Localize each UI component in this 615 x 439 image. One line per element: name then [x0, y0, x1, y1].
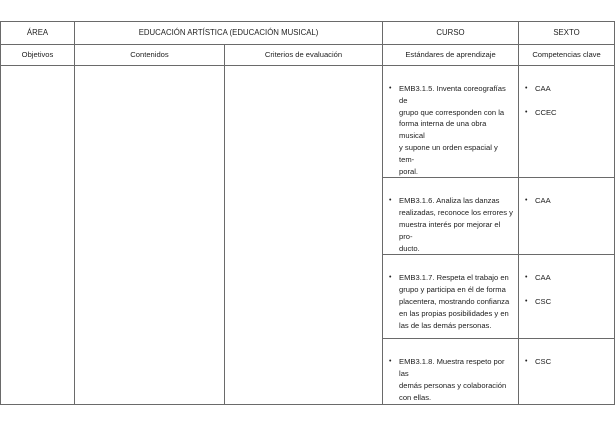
bullet-icon: • — [525, 298, 528, 306]
standard-cell — [383, 339, 519, 404]
bullet-icon: • — [525, 197, 528, 205]
table-row — [1, 66, 615, 178]
list-item: • CSC — [525, 296, 612, 320]
contenidos-cell — [75, 66, 225, 405]
objetivos-cell — [1, 66, 75, 405]
col-estandares: Estándares de aprendizaje — [383, 45, 519, 66]
header-row — [1, 22, 615, 45]
competencias-cell — [519, 255, 615, 339]
competencias-cell — [519, 178, 615, 255]
area-value: EDUCACIÓN ARTÍSTICA (EDUCACIÓN MUSICAL) — [75, 22, 383, 45]
standard-text: EMB3.1.5. Inventa coreografías de grupo que corresponden con la forma interna de una obra musical y supone un orden espacial y tem- poral. — [399, 84, 506, 176]
list-item: • CAA — [525, 83, 612, 107]
bullet-icon: • — [389, 85, 392, 92]
standard-text: EMB3.1.8. Muestra respeto por las demás personas y colaboración con ellas. — [399, 357, 507, 402]
standard-text: EMB3.1.7. Respeta el trabajo en grupo y participa en él de forma placentera, mostrando confianza en las propias posibilidades y en las de las demás personas. — [399, 273, 510, 330]
curso-label: CURSO — [383, 22, 519, 45]
column-header-row — [1, 45, 615, 66]
standard-cell — [383, 66, 519, 178]
bullet-icon: • — [525, 85, 528, 92]
list-item: • CSC — [525, 356, 612, 380]
competencias-cell — [519, 339, 615, 404]
bullet-icon: • — [525, 274, 528, 282]
list-item: • CCEC — [525, 107, 612, 131]
standard-cell — [383, 178, 519, 255]
bullet-icon: • — [389, 358, 392, 366]
col-contenidos: Contenidos — [75, 45, 225, 66]
bullet-icon: • — [525, 109, 528, 116]
curso-value: SEXTO — [519, 22, 615, 45]
bullet-icon: • — [525, 358, 528, 366]
col-criterios: Criterios de evaluación — [225, 45, 383, 66]
curriculum-table — [0, 21, 615, 405]
criterios-cell — [225, 66, 383, 405]
bullet-icon: • — [389, 197, 392, 205]
bullet-icon: • — [389, 274, 392, 282]
list-item: • CAA — [525, 272, 612, 296]
col-competencias: Competencias clave — [519, 45, 615, 66]
competencias-cell — [519, 66, 615, 178]
list-item: • CAA — [525, 195, 612, 219]
area-label: ÁREA — [1, 22, 75, 45]
standard-text: EMB3.1.6. Analiza las danzas realizadas, reconoce los errores y muestra interés por mejorar el pro- ducto. — [399, 196, 513, 253]
col-objetivos: Objetivos — [1, 45, 75, 66]
standard-cell — [383, 255, 519, 339]
